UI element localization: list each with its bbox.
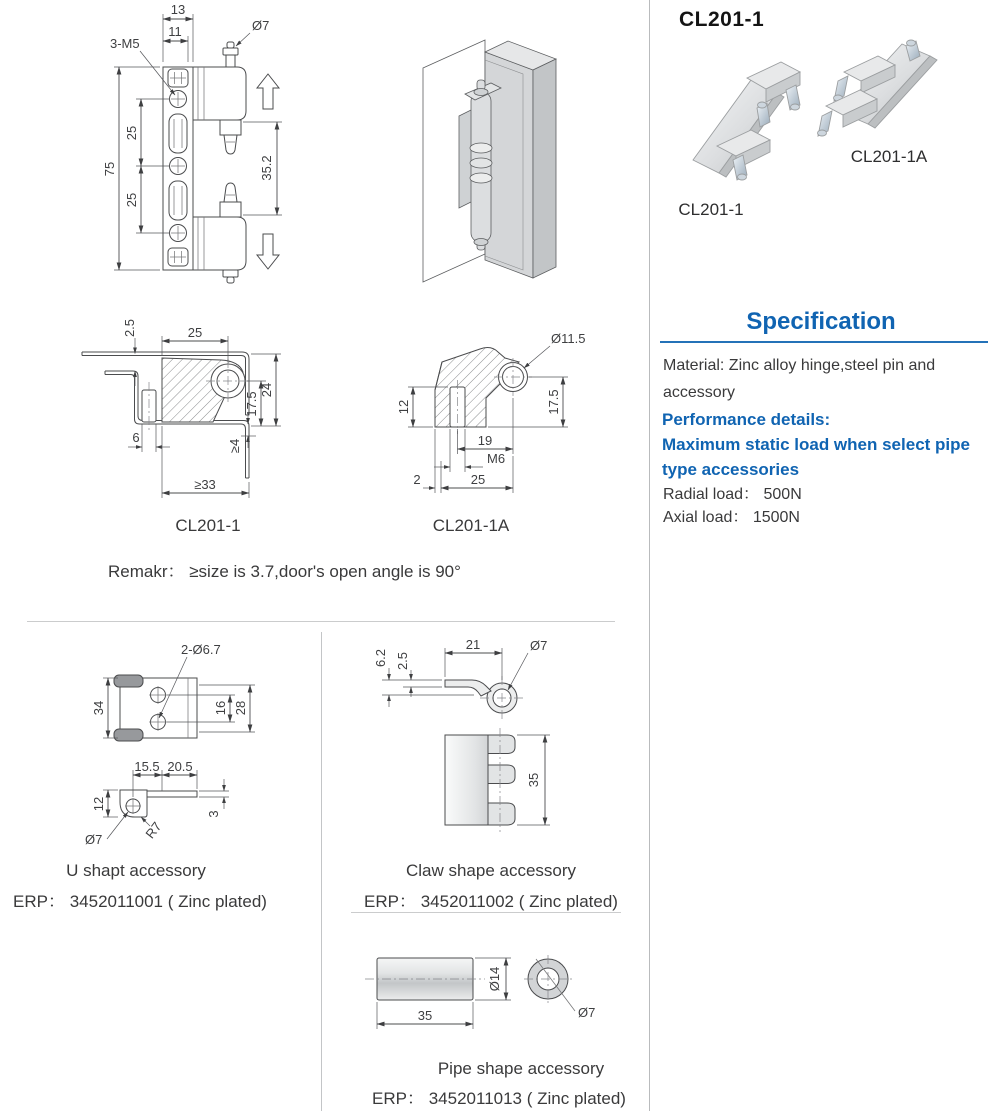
section-cl201-1-drawing [73,310,308,510]
dim-28: 28 [233,700,248,716]
dim-35: 35 [526,772,541,788]
dim-dia7: Ø7 [578,1005,596,1020]
u-knuckle-top [114,675,143,687]
pipe-accessory-erp: ERP： 3452011013 ( Zinc plated) [372,1089,626,1108]
dim-17-5: 17.5 [244,391,259,417]
dim-16: 16 [213,700,228,716]
dim-ge4: ≥4 [227,438,242,454]
dim-12: 12 [396,399,411,415]
dim-2: 2 [413,472,421,487]
product-label-cl201-1a: CL201-1A [850,147,928,166]
pipe-accessory-title: Pipe shape accessory [437,1059,605,1078]
product-label-cl201-1: CL201-1 [678,200,744,219]
dim-35-2: 35.2 [259,155,274,181]
u-accessory-erp: ERP： 3452011001 ( Zinc plated) [13,892,267,911]
section-cl201-1a-drawing [388,326,608,508]
section1-geometry [82,352,250,478]
slot [169,114,187,153]
product-photo-cl201-1a [810,26,960,158]
dim-19: 19 [477,433,493,448]
dim-dia11-5: Ø11.5 [551,331,586,346]
dim-21: 21 [465,637,481,652]
dim-13: 13 [170,2,186,17]
dim-r7: R7 [142,819,165,842]
dim-dia7: Ø7 [530,638,548,653]
performance-detail: Maximum static load when select pipe type accessories [662,435,970,479]
dim-25: 25 [470,472,486,487]
panel-divider [649,0,650,1111]
dim-m6: M6 [487,451,506,466]
u-accessory-drawing [83,628,263,858]
claw-accessory-title: Claw shape accessory [405,861,577,880]
dim-20-5: 20.5 [167,759,193,774]
dim-25b: 25 [124,192,139,208]
performance-heading: Performance details: [662,410,831,429]
u-accessory-title: U shapt accessory [66,861,206,880]
pin-bottom [220,202,241,217]
claw-accessory-erp: ERP： 3452011002 ( Zinc plated) [364,892,618,911]
front-view-dimensions [102,2,282,270]
section1a-geometry [435,348,532,434]
knuckle-bottom [193,217,246,270]
dim-ge33: ≥33 [194,477,216,492]
dim-12: 12 [91,796,106,812]
dim-35: 35 [417,1008,433,1023]
dim-dia7: Ø7 [85,832,103,847]
claw-block [445,735,488,825]
up-arrow-icon [257,74,279,109]
iso-view-drawing [415,30,565,292]
radial-load: Radial load： 500N [663,486,802,503]
section1a-caption: CL201-1A [432,516,510,535]
u-dimensions [85,642,255,847]
dim-3m5: 3-M5 [110,36,140,51]
pin-top [220,120,241,135]
pipe-geometry [365,955,575,1011]
dim-dia14: Ø14 [487,966,502,992]
section-divider [27,621,615,622]
dim-24: 24 [259,382,274,398]
dim-25a: 25 [124,125,139,141]
specification-heading: Specification [746,308,896,335]
dim-75: 75 [102,161,117,177]
dim-2-5: 2.5 [395,651,410,671]
accessory-column-divider [321,632,322,1111]
dim-2-dia6-7: 2-Ø6.7 [181,642,221,657]
knuckle-top [193,67,246,120]
u-geometry [114,675,197,817]
section1-caption: CL201-1 [175,516,241,535]
pipe-accessory-drawing [353,933,621,1041]
dim-2-5: 2.5 [122,318,137,338]
photo1-geometry [693,62,800,180]
u-tab [147,791,197,797]
dim-17-5: 17.5 [546,389,561,415]
material-text: Material: Zinc alloy hinge,steel pin and accessory [663,357,936,401]
dim-6-2: 6.2 [373,648,388,668]
specification-rule [660,341,988,343]
dim-dia7: Ø7 [252,18,270,33]
claw-tab [445,680,491,696]
dim-6: 6 [132,430,140,445]
claw-pipe-divider [351,912,621,913]
down-arrow-icon [257,234,279,269]
dim-34: 34 [91,700,106,716]
claw-geometry [445,676,524,832]
iso-geometry [423,40,556,282]
remark-text: Remakr： ≥size is 3.7,door's open angle is 90° [108,562,461,581]
page-title: CL201-1 [679,8,765,31]
axial-load: Axial load： 1500N [663,509,800,526]
dim-15-5: 15.5 [134,759,160,774]
claw-accessory-drawing [368,628,563,840]
dim-11: 11 [168,24,182,39]
front-view-drawing [86,2,296,297]
dim-3: 3 [206,810,221,818]
photo2-geometry [818,40,938,136]
u-knuckle-bottom [114,729,143,741]
dim-25: 25 [187,325,203,340]
product-photo-cl201-1 [683,48,818,198]
